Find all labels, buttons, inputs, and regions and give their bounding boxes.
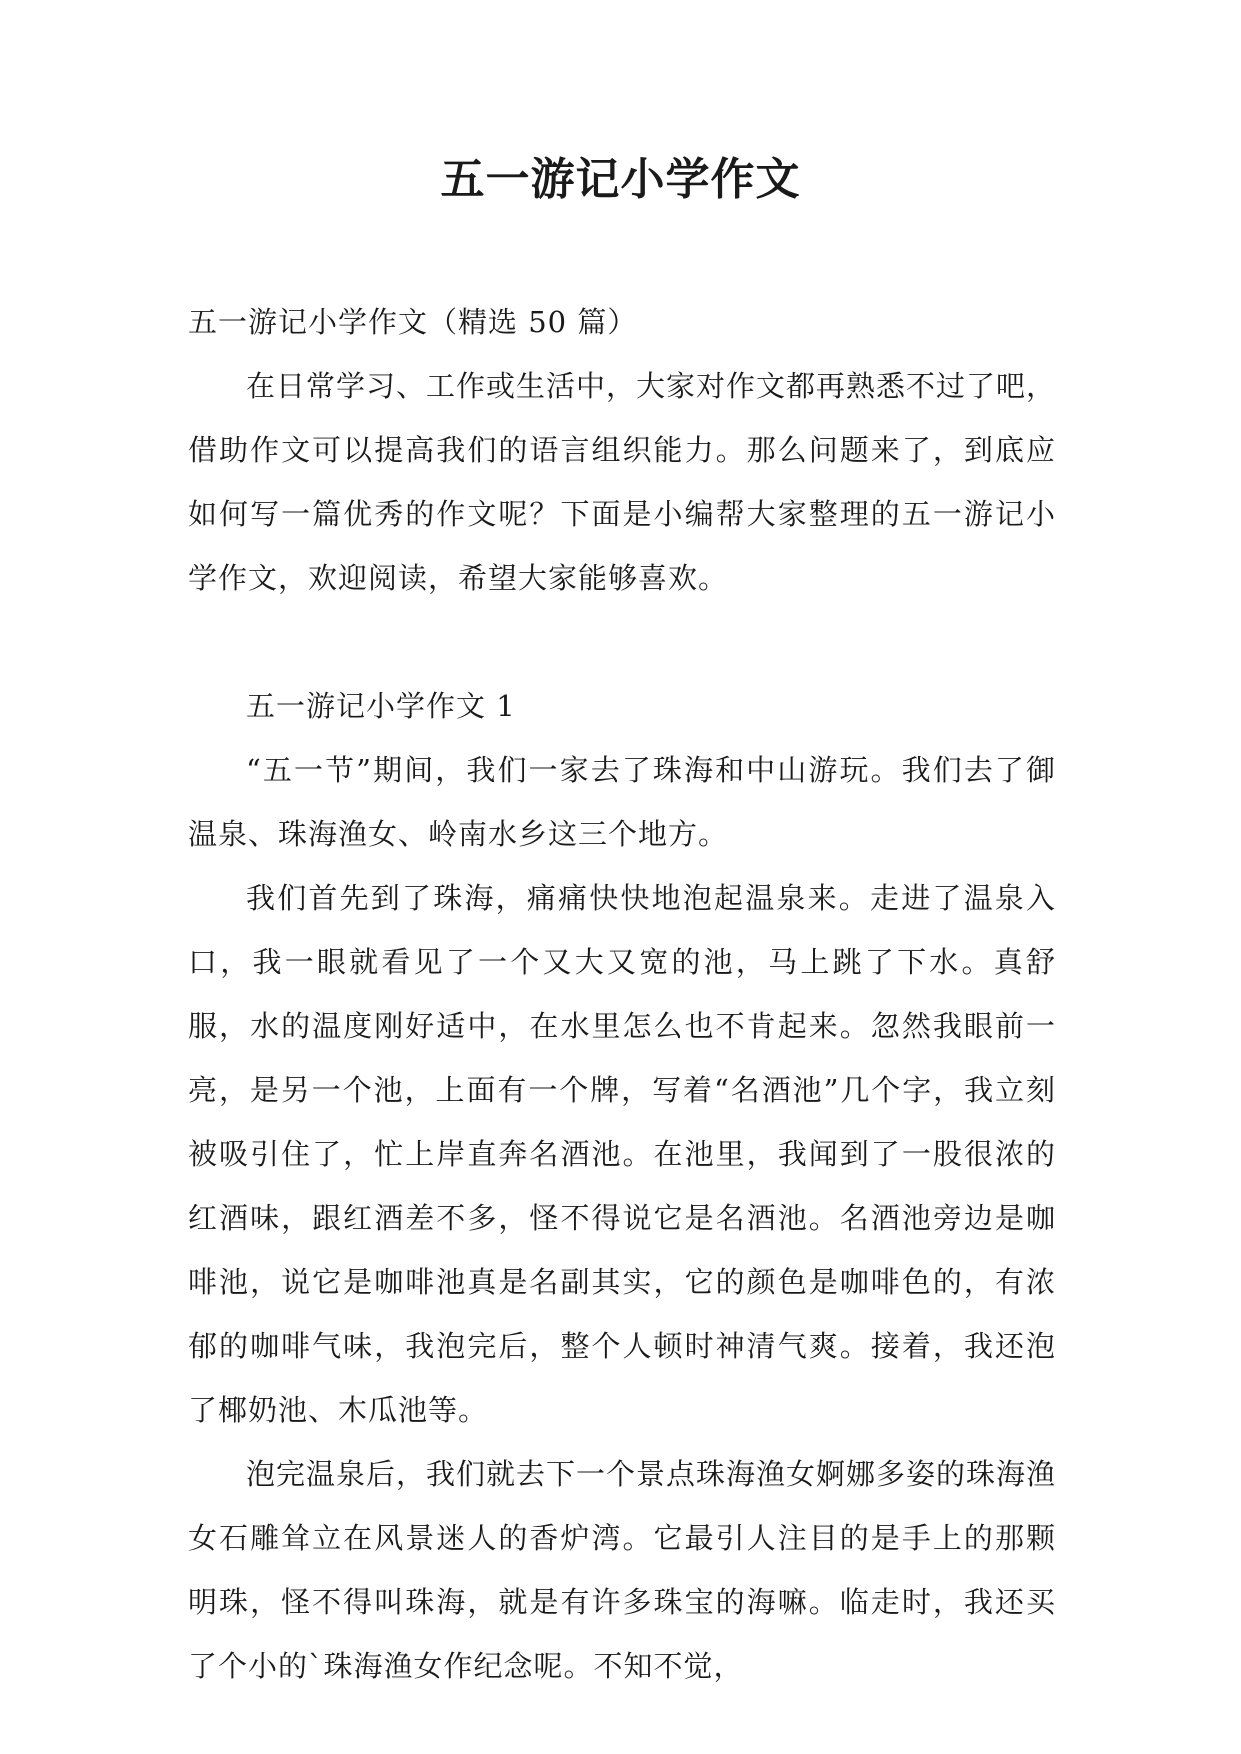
document-title: 五一游记小学作文 bbox=[440, 154, 801, 205]
section-spacer bbox=[188, 610, 1056, 674]
document-body bbox=[188, 290, 1056, 1698]
document-subtitle: 五一游记小学作文（精选 50 篇） bbox=[188, 305, 638, 339]
body-paragraph-1: “五一节”期间，我们一家去了珠海和中山游玩。我们去了御温泉、珠海渔女、岭南水乡这三个地方。 bbox=[188, 753, 1056, 851]
section-title: 五一游记小学作文 1 bbox=[246, 689, 516, 723]
body-paragraph-3: 泡完温泉后，我们就去下一个景点珠海渔女婀娜多姿的珠海渔女石雕耸立在风景迷人的香炉湾。它最引人注目的是手上的那颗明珠，怪不得叫珠海，就是有许多珠宝的海嘛。临走时，我还买了个小的`珠海渔女作纪念呢。不知不觉， bbox=[188, 1457, 1057, 1683]
body-paragraph-2: 我们首先到了珠海，痛痛快快地泡起温泉来。走进了温泉入口，我一眼就看见了一个又大又宽的池，马上跳了下水。真舒服，水的温度刚好适中，在水里怎么也不肯起来。忽然我眼前一亮，是另一个池，上面有一个牌，写着“名酒池”几个字，我立刻被吸引住了，忙上岸直奔名酒池。在池里，我闻到了一股很浓的红酒味，跟红酒差不多，怪不得说它是名酒池。名酒池旁边是咖啡池，说它是咖啡池真是名副其实，它的颜色是咖啡色的，有浓郁的咖啡气味，我泡完后，整个人顿时神清气爽。接着，我还泡了椰奶池、木瓜池等。 bbox=[188, 881, 1056, 1427]
intro-paragraph: 在日常学习、工作或生活中，大家对作文都再熟悉不过了吧，借助作文可以提高我们的语言组织能力。那么问题来了，到底应如何写一篇优秀的作文呢？下面是小编帮大家整理的五一游记小学作文，欢迎阅读，希望大家能够喜欢。 bbox=[188, 369, 1057, 595]
